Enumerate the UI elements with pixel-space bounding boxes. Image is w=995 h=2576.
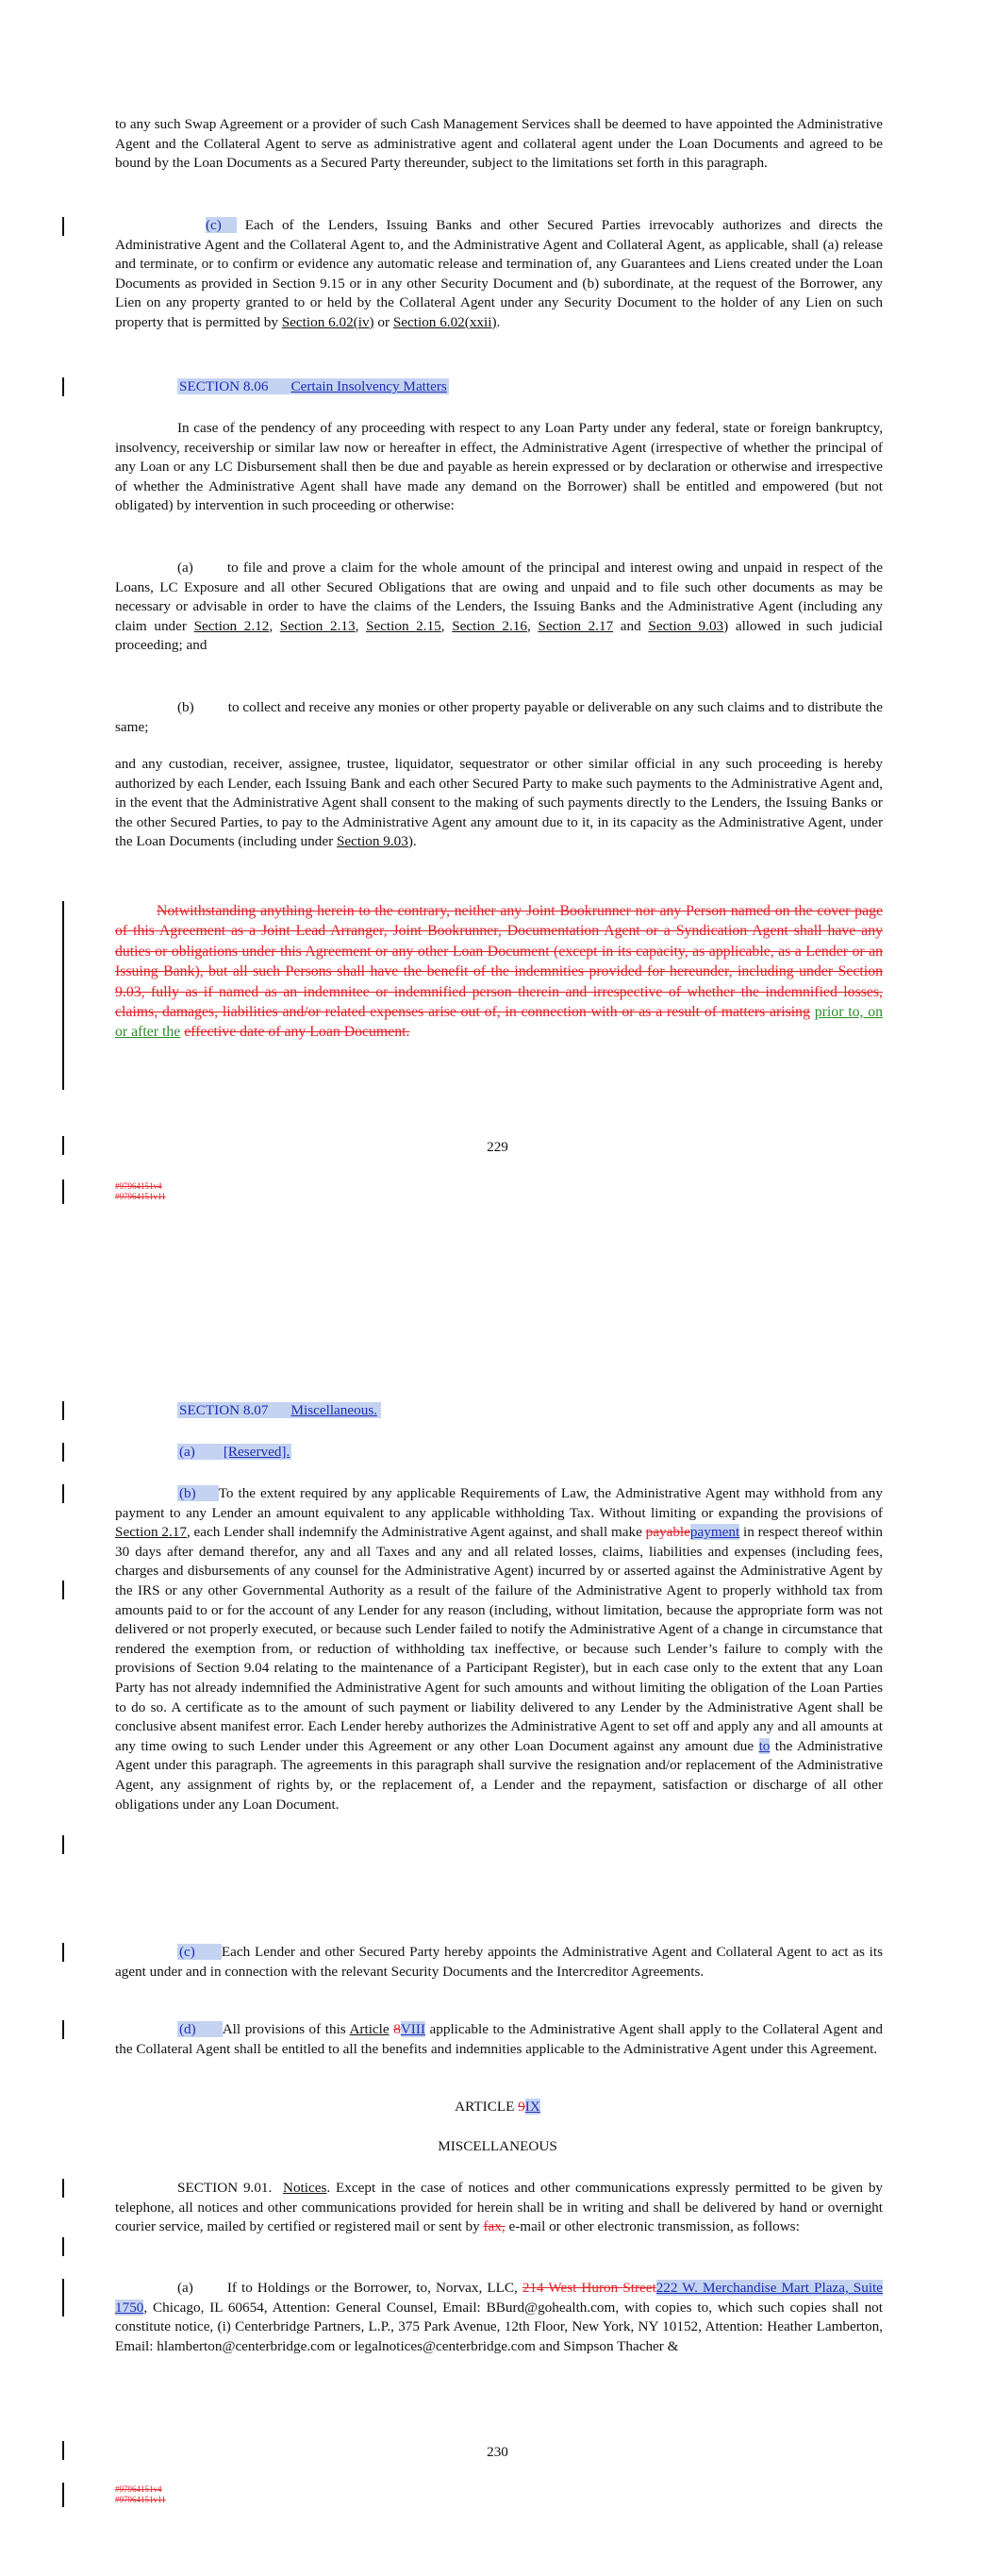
cross-reference: Section 6.02(xxii): [392, 313, 497, 330]
change-bar: [62, 377, 64, 396]
cross-reference: Section 2.17: [538, 617, 614, 634]
change-bar: [62, 2483, 64, 2507]
change-bar: [62, 1943, 64, 1962]
section-title: Miscellaneous.: [291, 1402, 382, 1418]
doc-id-footer: #97964151v4: [115, 2484, 162, 2494]
change-bar: [62, 901, 64, 1090]
paragraph-b-collect: (b) to collect and receive any monies or other property payable or deliverable on any such claims and to distribute the same;: [115, 699, 883, 735]
section-8-07-heading: [177, 1401, 381, 1421]
change-bar: [62, 1835, 64, 1854]
cross-reference: Section 2.12: [193, 617, 270, 634]
doc-id-footer: #97964151v4: [115, 1181, 162, 1191]
section-9-01-notices: SECTION 9.01. Notices. Except in the case of notices and other communications expressly permitted to be given by telephone, all notices and other communications provided for herein shall be in writing and shall be delivered by hand or overnight courier service, mailed by certified or registered mail or sent by fax, e-mail or other electronic transmission, as follows:: [115, 2180, 884, 2235]
cross-reference: Section 2.13: [279, 617, 356, 634]
change-bar: [62, 1484, 64, 1503]
paragraph-c-appoints: (c) Each Lender and other Secured Party hereby appoints the Administrative Agent and Collateral Agent to act as its agent under and in connection with the relevant Security Documents and the Intercreditor Agreements.: [115, 1944, 883, 1980]
paragraph-swap-agreement: to any such Swap Agreement or a provider of such Cash Management Services shall be deemed to have appointed the Administrative Agent and the Collateral Agent to serve as administrative agent and collateral agent under the Loan Documents and agreed to be bound by the Loan Documents as a Secured Party thereunder, subject to the limitations set forth in this paragraph.: [115, 116, 883, 172]
section-number: SECTION 9.01.: [177, 2180, 273, 2196]
paragraph-insolvency-intro: In case of the pendency of any proceeding with respect to any Loan Party under any federal, state or foreign bankruptcy, insolvency, receivership or similar law now or hereafter in effect, the Administrative Agent (irrespective of whether the principal of any Loan or any LC Disbursement shall then be due and payable as herein expressed or by declaration or otherwise and irrespective of whether the Administrative Agent shall have made any demand on the Borrower) shall be entitled and empowered (but not obligated) by intervention in such proceeding or otherwise:: [115, 420, 883, 514]
section-8-06-heading: [177, 377, 449, 397]
page-230: [0, 1260, 995, 2576]
cross-reference: Section 2.17: [115, 1524, 187, 1541]
paragraph-notice-a-borrower: (a) If to Holdings or the Borrower, to, Norvax, LLC, 214 West Huron Street222 W. Merchandise Mart Plaza, Suite 1750, Chicago, IL 60654, Attention: General Counsel, Email: BBurd@gohealth.com, with copies to, which such copies shall not constitute notice, (i) Centerbridge Partners, L.P., 375 Park Avenue, 12th Floor, New York, NY 10152, Attention: Heather Lamberton, Email: hlamberton@centerbridge.com or legalnotices@centerbridge.com and Simpson Thacher &: [115, 2280, 883, 2354]
cross-reference: Section 6.02(iv): [281, 313, 374, 330]
change-bar: [62, 1581, 64, 1599]
change-bar: [62, 217, 64, 236]
clause-c-label: (c): [206, 217, 237, 233]
page-number: 229: [487, 1139, 508, 1155]
clause-a-reserved: (a) [Reserved].: [179, 1444, 290, 1460]
change-bar: [62, 2237, 64, 2256]
cross-reference: Section 9.03: [336, 833, 408, 850]
cross-reference: Section 2.15: [366, 617, 441, 634]
paragraph-custodian: and any custodian, receiver, assignee, trustee, liquidator, sequestrator or other similar official in any such proceeding is hereby authorized by each Lender, each Issuing Bank and each other Secured Party to make such payments to the Administrative Agent and, in the event that the Administrative Agent shall consent to the making of such payments directly to the Lenders, the Issuing Banks or the other Secured Parties, to pay to the Administrative Agent any amount due to it, in its capacity as the Administrative Agent, under the Loan Documents (including under Section 9.03).: [115, 756, 883, 850]
paragraph-c-release: (c) Each of the Lenders, Issuing Banks and other Secured Parties irrevocably authorizes and directs the Administrative Agent and the Collateral Agent to, and the Administrative Agent and Collateral Agent, as applicable, shall (a) release and terminate, or to confirm or evidence any automatic release and termination of, any Guarantees and Liens created under the Loan Documents as provided in Section 9.15 or in any other Security Document and (b) subordinate, at the request of the Borrower, any Lien on any property granted to or held by the Collateral Agent under any Security Document to the holder of any Lien on such property that is permitted by Section 6.02(iv) or Section 6.02(xxii).: [115, 217, 883, 330]
paragraph-deleted-bookrunner: Notwithstanding anything herein to the contrary, neither any Joint Bookrunner nor any Person named on the cover page of this Agreement as a Joint Lead Arranger, Joint Bookrunner, Documentation Agent or a Syndication Agent shall have any duties or obligations under this Agreement or any other Loan Document (except in its capacity, as applicable, as a Lender or an Issuing Bank), but all such Persons shall have the benefit of the indemnities provided for hereunder, including under Section 9.03, fully as if named as an indemnitee or indemnified person therein and irrespective of whether the indemnified losses, claims, damages, liabilities and/or related expenses arise out of, in connection with or as a result of matters arising prior to, on or after the effective date of any Loan Document.: [115, 903, 883, 1041]
change-bar: [62, 2279, 64, 2317]
paragraph-a-claims: (a) to file and prove a claim for the whole amount of the principal and interest owing and unpaid in respect of the Loans, LC Exposure and all other Secured Obligations that are owing and unpaid and to file such other documents as may be necessary or advisable in order to have the claims of the Lenders, the Issuing Banks and the Administrative Agent (including any claim under Section 2.12, Section 2.13, Section 2.15, Section 2.16, Section 2.17 and Section 9.03) allowed in such judicial proceeding; and: [115, 560, 883, 654]
article-title: MISCELLANEOUS: [438, 2138, 557, 2154]
change-bar: [62, 1443, 64, 1462]
doc-id-footer: #97964151v11: [115, 2495, 166, 2504]
page-number: 230: [487, 2444, 508, 2460]
paragraph-d-collateral-agent: (d) All provisions of this Article 8VIII applicable to the Administrative Agent shall apply to the Collateral Agent and the Collateral Agent shall be entitled to all the benefits and indemnities applicable to the Administrative Agent under this Agreement.: [115, 2021, 884, 2057]
change-bar: [62, 2179, 64, 2198]
change-bar: [62, 1401, 64, 1420]
paragraph-b-withholding: (b) To the extent required by any applicable Requirements of Law, the Administrative Agent may withhold from any payment to any Lender an amount equivalent to any applicable withholding Tax. Without limiting or expanding the provisions of Section 2.17, each Lender shall indemnify the Administrative Agent against, and shall make payablepayment in respect thereof within 30 days after demand therefor, any and all Taxes and any and all related losses, claims, liabilities and expenses (including fees, charges and disbursements of any counsel for the Administrative Agent) incurred by or asserted against the Administrative Agent by the IRS or any other Governmental Authority as a result of the failure of the Administrative Agent to properly withhold tax from amounts paid to or for the account of any Lender for any reason (including, without limitation, because the appropriate form was not delivered or not properly executed, or because such Lender failed to notify the Administrative Agent of a change in circumstance that rendered the exemption from, or reduction of withholding tax ineffective, or because such Lender’s failure to comply with the provisions of Section 9.04 relating to the maintenance of a Participant Register), but in each case only to the extent that any Loan Party has not already indemnified the Administrative Agent for such amounts and without limiting the obligation of the Loan Parties to do so. A certificate as to the amount of such payment or liability delivered to any Lender by the Administrative Agent shall be conclusive absent manifest error. Each Lender hereby authorizes the Administrative Agent to set off and apply any and all amounts at any time owing to such Lender under this Agreement or any other Loan Document against any amount due to the Administrative Agent under this paragraph. The agreements in this paragraph shall survive the resignation and/or replacement of the Administrative Agent, any assignment of rights by, or the replacement of, a Lender and the repayment, satisfaction or discharge of all other obligations under any Loan Document.: [115, 1485, 884, 1813]
cross-reference: Section 9.03: [648, 617, 724, 634]
change-bar: [62, 2020, 64, 2039]
cross-reference: Section 2.16: [452, 617, 527, 634]
section-title: Notices: [282, 2180, 327, 2196]
doc-id-footer: #97964151v11: [115, 1192, 166, 1201]
change-bar: [62, 1179, 64, 1204]
page-229: [0, 0, 995, 1260]
section-number: SECTION 8.07: [177, 1402, 291, 1418]
article-ix-heading: ARTICLE 9IX: [455, 2099, 540, 2115]
section-title: Certain Insolvency Matters: [290, 378, 447, 394]
section-number: SECTION 8.06: [177, 378, 291, 394]
